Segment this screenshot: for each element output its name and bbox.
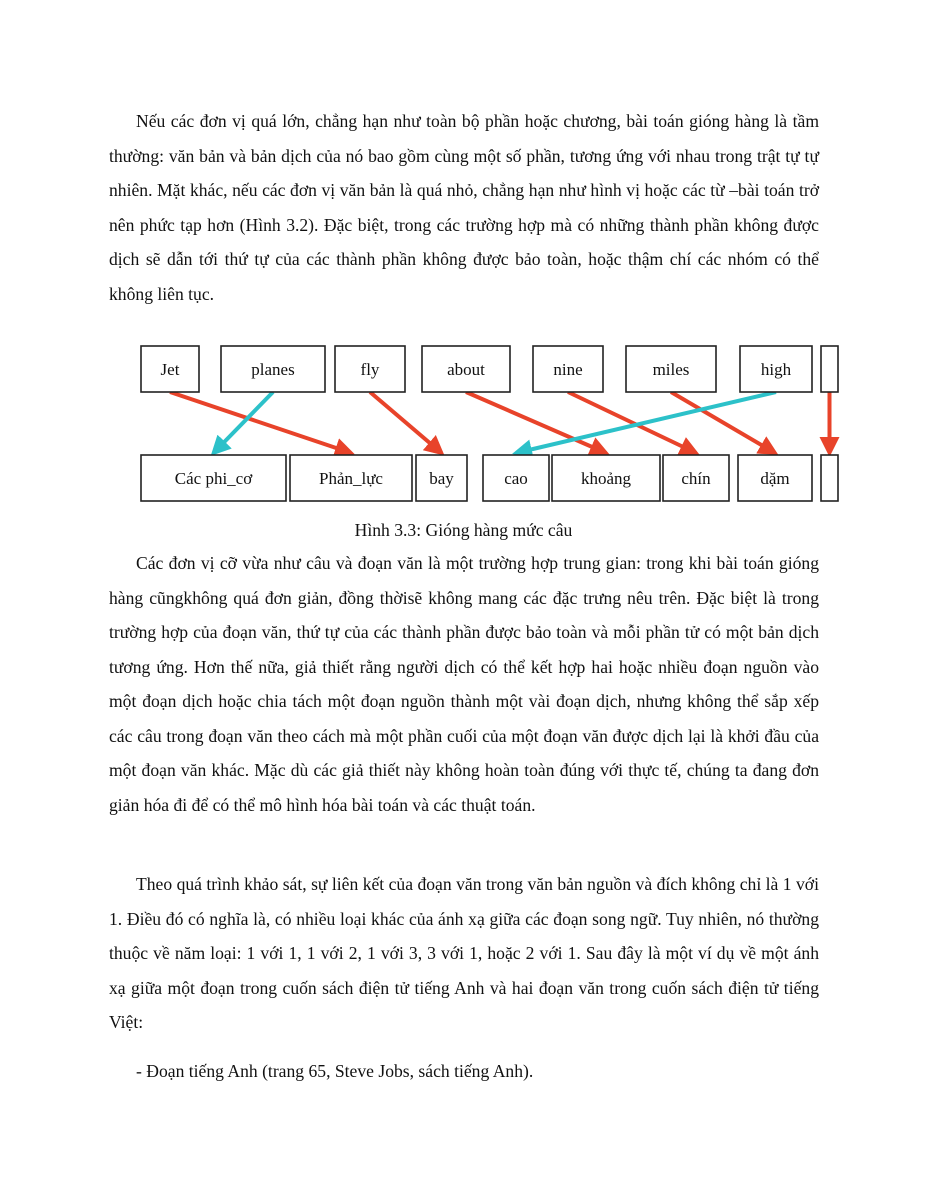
source-word-box: [533, 346, 603, 392]
source-word-label: miles: [652, 360, 690, 379]
source-word-box: [335, 346, 405, 392]
source-word-row: [141, 346, 838, 392]
target-word-label: bay: [429, 469, 454, 488]
figure-caption: Hình 3.3: Gióng hàng mức câu: [354, 520, 573, 540]
source-box-frame: [821, 346, 838, 392]
target-word-label: Các phi_cơ: [174, 469, 253, 488]
alignment-arrow: [671, 392, 775, 453]
target-word-box: [416, 455, 467, 501]
alignment-arrow: [170, 392, 351, 453]
source-word-label: about: [447, 360, 485, 379]
source-word-box: [821, 346, 838, 392]
target-word-row: [141, 455, 838, 501]
target-word-box: [738, 455, 812, 501]
target-word-label: dặm: [760, 469, 790, 488]
alignment-figure: [0, 330, 927, 510]
target-box-frame: [821, 455, 838, 501]
target-word-box: [821, 455, 838, 501]
source-word-label: high: [760, 360, 792, 379]
source-word-box: [141, 346, 199, 392]
alignment-arrow: [370, 392, 442, 453]
paragraph-1: Nếu các đơn vị quá lớn, chẳng hạn như toàn bộ phần hoặc chương, bài toán gióng hàng là tầm thường: văn bản và bản dịch của nó bao gồm cùng một số phần, tương ứng với nhau trong trật tự tự nhiên. Mặt khác, nếu các đơn vị văn bản là quá nhỏ, chẳng hạn như hình vị hoặc các từ –bài toán trở nên phức tạp hơn (Hình 3.2). Đặc biệt, trong các trường hợp mà có những thành phần không được dịch sẽ dẫn tới thứ tự của các thành phần không được bảo toàn, hoặc thậm chí các nhóm có thể không liên tục.: [109, 111, 819, 304]
target-word-label: cao: [504, 469, 528, 488]
target-word-box: [141, 455, 286, 501]
source-word-label: nine: [553, 360, 583, 379]
target-word-box: [290, 455, 412, 501]
target-word-box: [663, 455, 729, 501]
paragraph-2: Các đơn vị cỡ vừa như câu và đoạn văn là một trường hợp trung gian: trong khi bài toán gióng hàng cũngkhông quá đơn giản, đồng thờisẽ không mang các đặc trưng nêu trên. Đặc biệt là trong trường hợp của đoạn văn, thứ tự của các thành phần được bảo toàn và mỗi phần tử có một bản dịch tương ứng. Hơn thế nữa, giả thiết rằng người dịch có thể kết hợp hai hoặc nhiều đoạn nguồn vào một đoạn dịch hoặc chia tách một đoạn nguồn thành một vài đoạn dịch, nhưng không thể sắp xếp các câu trong đoạn văn theo cách mà một phần cuối của một đoạn văn được dịch lại là khởi đầu của một đoạn văn khác. Mặc dù các giả thiết này không hoàn toàn đúng với thực tế, chúng ta đang đơn giản hóa đi để có thể mô hình hóa bài toán và các thuật toán.: [109, 553, 819, 815]
target-word-box: [483, 455, 549, 501]
target-word-box: [552, 455, 660, 501]
paragraph-3: Theo quá trình khảo sát, sự liên kết của đoạn văn trong văn bản nguồn và đích không chỉ là 1 với 1. Điều đó có nghĩa là, có nhiều loại khác của ánh xạ giữa các đoạn song ngữ. Tuy nhiên, nó thường thuộc về năm loại: 1 với 1, 1 với 2, 1 với 3, 3 với 1, hoặc 2 với 1. Sau đây là một ví dụ về một ánh xạ giữa một đoạn trong cuốn sách điện tử tiếng Anh và hai đoạn văn trong cuốn sách điện tử tiếng Việt:: [109, 874, 819, 1032]
source-word-label: planes: [251, 360, 295, 379]
alignment-lines: [170, 392, 830, 453]
alignment-arrow: [516, 392, 776, 453]
source-word-box: [422, 346, 510, 392]
source-word-label: Jet: [160, 360, 180, 379]
target-word-label: khoảng: [580, 469, 632, 488]
target-word-label: Phản_lực: [319, 469, 383, 488]
source-word-box: [221, 346, 325, 392]
paragraph-4: - Đoạn tiếng Anh (trang 65, Steve Jobs, sách tiếng Anh).: [136, 1061, 534, 1081]
target-word-label: chín: [681, 469, 711, 488]
source-word-label: fly: [360, 360, 380, 379]
source-word-box: [626, 346, 716, 392]
source-word-box: [740, 346, 812, 392]
